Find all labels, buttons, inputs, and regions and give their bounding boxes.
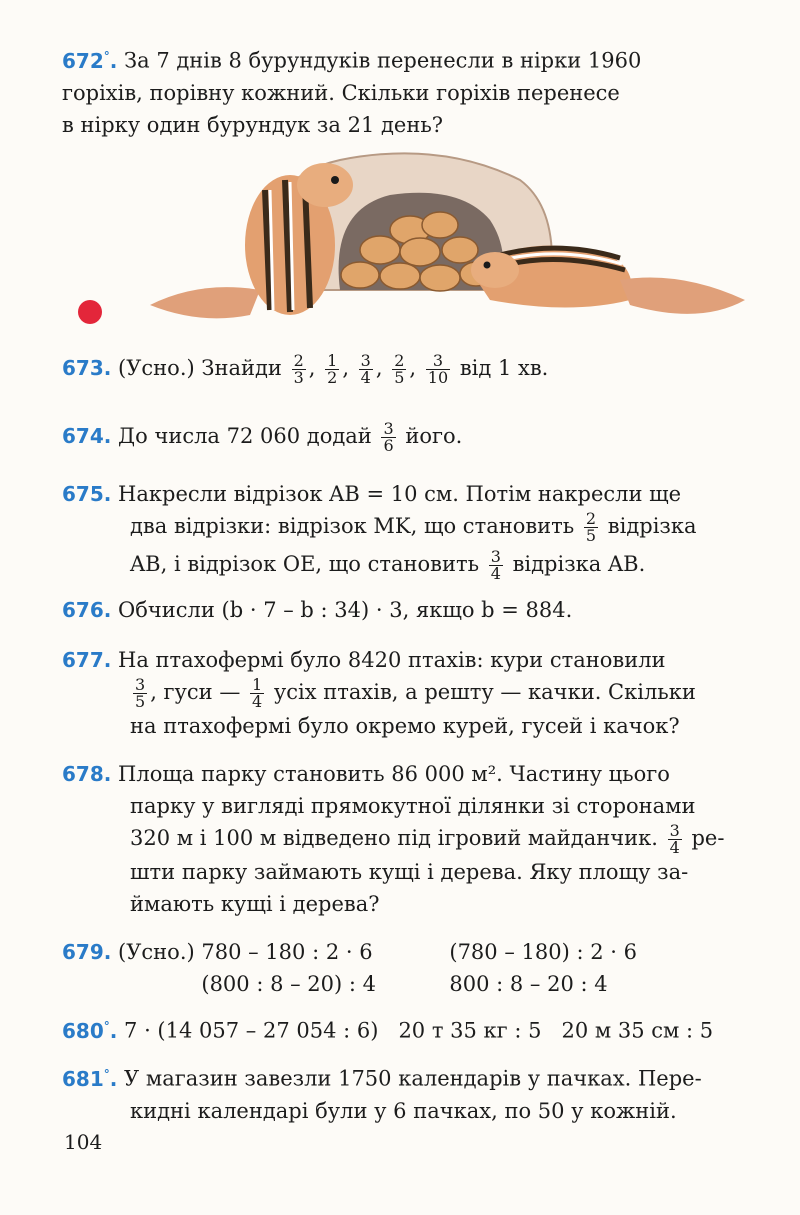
problem-text: Накресли відрізок AB = 10 см. Потім накресли ще — [118, 482, 682, 506]
fraction: $\frac{2}{5}$ — [394, 351, 405, 387]
problem-text: усіх птахів, а решту — качки. Скільки — [273, 680, 696, 704]
problem-672 — [62, 40, 782, 141]
problem-text: його. — [405, 424, 463, 448]
fraction: $\frac{3}{5}$ — [135, 675, 146, 711]
problem-text: (Усно.) Знайди — [118, 356, 282, 380]
problem-text: кидні календарі були у 6 пачках, по 50 у кожній. — [130, 1098, 677, 1123]
problem-text: ре- — [691, 826, 725, 850]
problem-number: 675. — [62, 482, 112, 506]
problem-number: 673. — [62, 356, 112, 380]
problem-number: 676. — [62, 598, 112, 622]
expression: 780 – 180 : 2 · 6 — [201, 940, 373, 964]
problem-text: від 1 хв. — [459, 356, 549, 380]
problem-677 — [62, 644, 782, 742]
problem-text: 320 м і 100 м відведено під ігровий майданчик. — [130, 826, 658, 850]
problem-680 — [62, 1010, 782, 1047]
fraction: $\frac{3}{6}$ — [383, 419, 394, 455]
problem-text: (Усно.) — [118, 940, 195, 964]
problem-675 — [62, 478, 782, 582]
fraction: $\frac{2}{5}$ — [585, 509, 597, 545]
problem-text: Обчисли (b · 7 – b : 34) · 3, якщо b = 884. — [118, 598, 573, 622]
problem-text: , гуси — — [150, 680, 241, 704]
expression: (800 : 8 – 20) : 4 — [201, 972, 376, 996]
problem-text: ймають кущі і дерева? — [130, 892, 380, 916]
page-number: 104 — [64, 1130, 103, 1154]
fraction: $\frac{3}{4}$ — [360, 351, 371, 387]
expression: (780 – 180) : 2 · 6 — [449, 940, 637, 964]
problem-681 — [62, 1058, 782, 1127]
problem-text: На птахофермі було 8420 птахів: кури становили — [118, 648, 666, 672]
problem-text: 7 · (14 057 – 27 054 : 6) 20 т 35 кг : 5 20 м 35 см : 5 — [124, 1018, 714, 1043]
problem-text: Площа парку становить 86 000 м². Частину цього — [118, 762, 670, 786]
fraction: $\frac{3}{4}$ — [669, 821, 680, 857]
problem-text: AB, і відрізок OE, що становить — [130, 552, 480, 576]
problem-text: відрізка AB. — [512, 552, 646, 576]
problem-text: шти парку займають кущі і дерева. Яку площу за- — [130, 860, 689, 884]
problem-text: У магазин завезли 1750 календарів у пачках. Пере- — [124, 1066, 702, 1091]
problem-676 — [62, 594, 782, 626]
problem-number: 680°. — [62, 1018, 118, 1043]
problem-number: 681°. — [62, 1066, 118, 1091]
problem-text: парку у вигляді прямокутної ділянки зі сторонами — [130, 794, 696, 818]
problem-text: За 7 днів 8 бурундуків перенесли в нірки 1960 — [124, 48, 642, 73]
problem-678 — [62, 758, 782, 920]
fraction: $\frac{3}{10}$ — [427, 351, 449, 387]
problem-number: 674. — [62, 424, 112, 448]
problem-text: на птахофермі було окремо курей, гусей і качок? — [130, 714, 680, 738]
fraction: $\frac{2}{3}$ — [293, 351, 304, 387]
problem-679 — [62, 936, 782, 1000]
problem-text: відрізка — [607, 514, 697, 538]
problem-number: 677. — [62, 648, 112, 672]
problem-text: горіхів, порівну кожний. Скільки горіхів перенесе — [62, 80, 620, 105]
problem-text: два відрізки: відрізок MK, що становить — [130, 514, 575, 538]
fraction: $\frac{1}{4}$ — [252, 675, 263, 711]
problem-673: 673. (Усно.) Знайди $\frac{2}{3}$ , $\frac{1}{2}$ , $\frac{3}{4}$ , $\frac{2}{5}$ , $\frac{3}{10}$ від 1 хв. — [62, 351, 549, 387]
problem-number: 672°. — [62, 48, 118, 73]
fraction: $\frac{1}{2}$ — [327, 351, 338, 387]
expression-grid — [201, 936, 637, 1000]
problem-674 — [62, 420, 782, 454]
chipmunks-illustration — [140, 140, 750, 340]
expression: 800 : 8 – 20 : 4 — [449, 972, 608, 996]
fraction: $\frac{3}{4}$ — [490, 547, 501, 583]
problem-number: 679. — [62, 940, 112, 964]
red-dot-marker — [78, 300, 102, 324]
problem-text: в нірку один бурундук за 21 день? — [62, 112, 444, 137]
problem-number: 678. — [62, 762, 112, 786]
problem-text: До числа 72 060 додай — [118, 424, 372, 448]
